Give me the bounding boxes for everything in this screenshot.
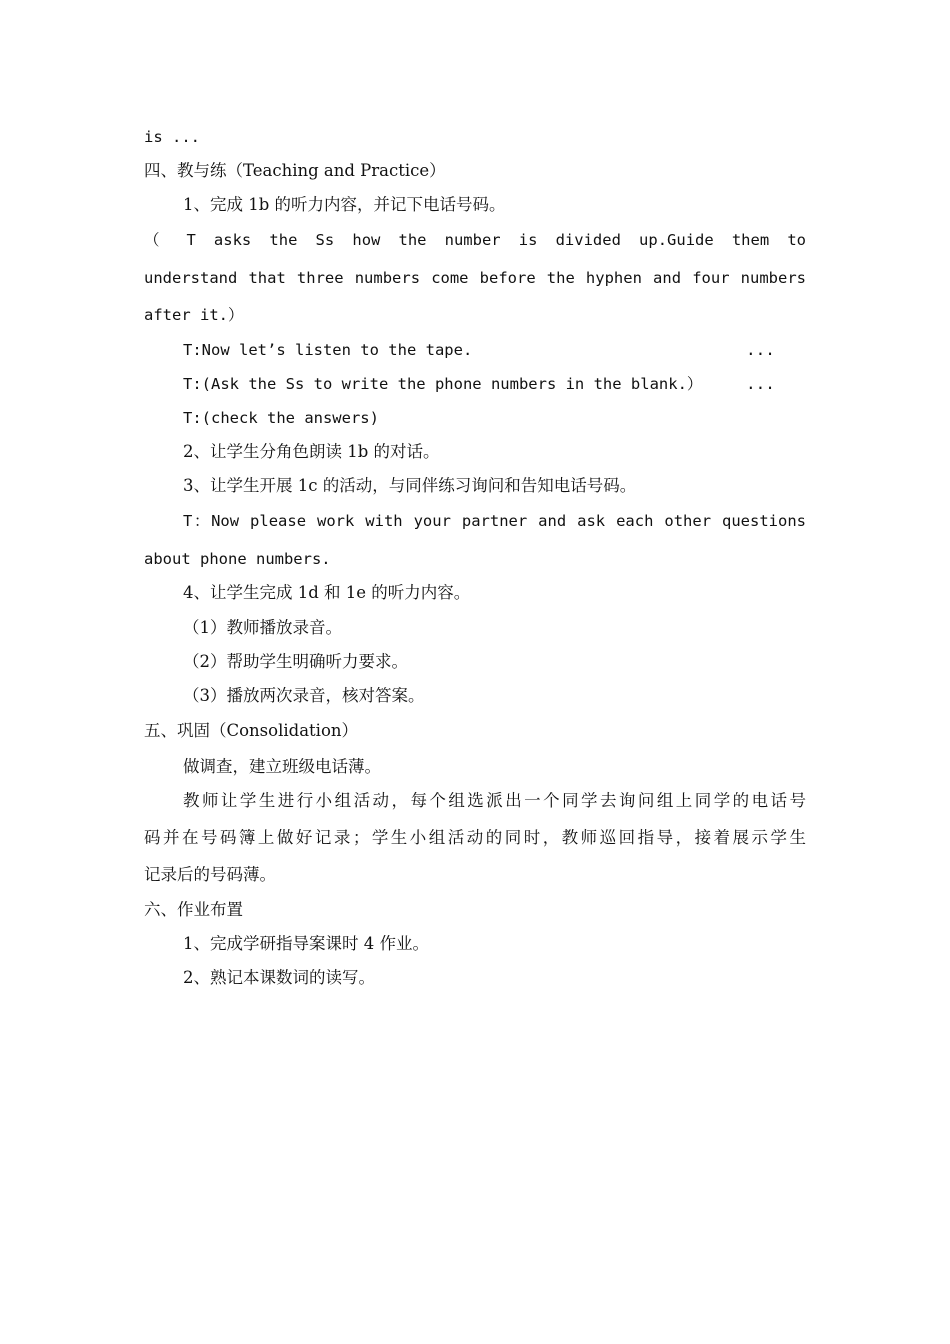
text-line-group-activity-1: 教师让学生进行小组活动，每个组选派出一个同学去询问组上同学的电话号 (183, 791, 806, 810)
item-2-role-read: 2、让学生分角色朗读 1b 的对话。 (183, 442, 440, 461)
text-line-understand: understand that three numbers come before the hyphen and four numbers (144, 269, 806, 287)
teacher-line-check-answers: T:(check the answers) (183, 409, 379, 427)
ellipsis-listen: ... (746, 340, 775, 359)
sub-item-2: （2）帮助学生明确听力要求。 (183, 652, 408, 671)
text-line-after-it: after it.） (144, 306, 244, 324)
section-heading-teaching-practice: 四、教与练（Teaching and Practice） (144, 161, 446, 180)
text-line-guide: （ T asks the Ss how the number is divided up.Guide them to (144, 231, 806, 249)
sub-item-3: （3）播放两次录音，核对答案。 (183, 686, 425, 705)
text-line-continuation: is ... (144, 128, 200, 146)
item-1-complete-1b: 1、完成 1b 的听力内容，并记下电话号码。 (183, 195, 506, 214)
ellipsis-write-numbers: ... (746, 374, 775, 393)
section-heading-homework: 六、作业布置 (144, 900, 243, 919)
section-heading-consolidation: 五、巩固（Consolidation） (144, 721, 359, 740)
homework-item-2: 2、熟记本课数词的读写。 (183, 968, 375, 987)
sub-item-1: （1）教师播放录音。 (183, 618, 342, 637)
teacher-line-listen: T:Now let’s listen to the tape. (183, 341, 473, 359)
homework-item-1: 1、完成学研指导案课时 4 作业。 (183, 934, 429, 953)
text-line-survey: 做调查，建立班级电话薄。 (183, 757, 381, 776)
item-3-activity-1c: 3、让学生开展 1c 的活动，与同伴练习询问和告知电话号码。 (183, 476, 637, 495)
teacher-line-work-partner: T：Now please work with your partner and ask each other questions (183, 512, 806, 530)
text-line-group-activity-3: 记录后的号码薄。 (144, 865, 276, 884)
text-line-group-activity-2: 码并在号码簿上做好记录；学生小组活动的同时，教师巡回指导，接着展示学生 (144, 828, 806, 847)
teacher-line-write-numbers: T:(Ask the Ss to write the phone numbers in the blank.） (183, 375, 703, 393)
text-line-about-phone-numbers: about phone numbers. (144, 550, 331, 568)
item-4-complete-1d-1e: 4、让学生完成 1d 和 1e 的听力内容。 (183, 583, 471, 602)
